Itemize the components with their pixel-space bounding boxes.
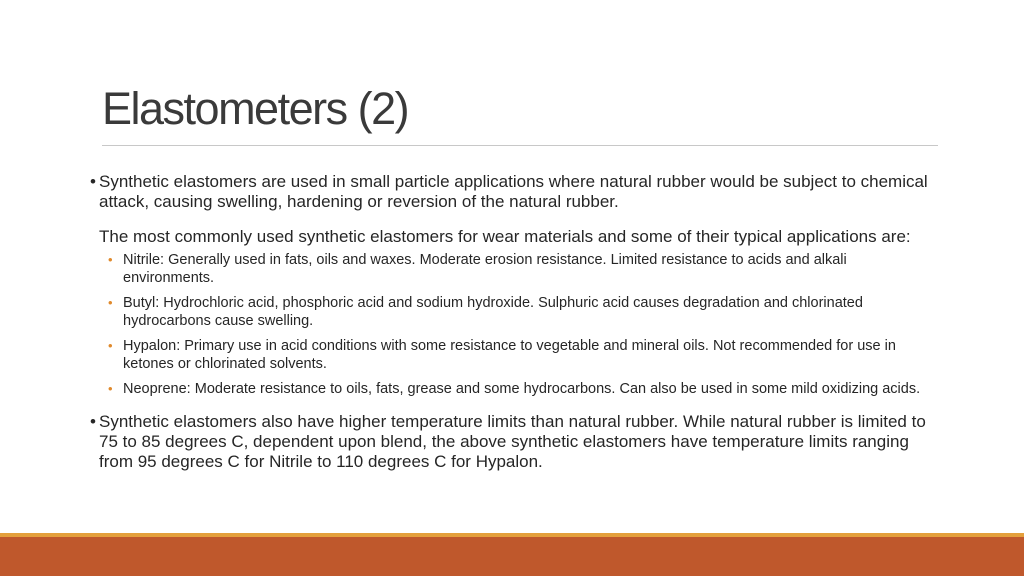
sub-bullet-marker: • [108,295,113,310]
sub-list-item [108,337,930,373]
sub-bullet-marker: • [108,381,113,396]
slide-title: Elastometers (2) [102,83,409,134]
sub-item-text: Neoprene: Moderate resistance to oils, fats, grease and some hydrocarbons. Can also be used in some mild oxidizing acids. [123,381,921,397]
title-divider [102,145,938,146]
sub-list [90,251,930,398]
sub-item-text: Butyl: Hydrochloric acid, phosphoric acid and sodium hydroxide. Sulphuric acid causes degradation and chlorinated hydrocarbons cause swelling. [123,295,863,329]
sub-bullet-marker: • [108,252,113,267]
sub-list-item [108,294,930,330]
bullet-text: Synthetic elastomers also have higher temperature limits than natural rubber. While natural rubber is limited to 75 to 85 degrees C, dependent upon blend, the above synthetic elastomers have temperature limits ranging from 95 degrees C for Nitrile to 110 degrees C for Hypalon. [99,412,926,471]
bullet-text: Synthetic elastomers are used in small particle applications where natural rubber would be subject to chemical attack, causing swelling, hardening or reversion of the natural rubber. [99,172,928,211]
bullet-marker: • [90,172,96,191]
bullet-item [90,412,930,472]
sub-list-item [108,380,930,398]
sub-list-item [108,251,930,287]
paragraph: The most commonly used synthetic elastomers for wear materials and some of their typical applications are: [99,227,911,246]
sub-item-text: Hypalon: Primary use in acid conditions with some resistance to vegetable and mineral oils. Not recommended for use in ketones or chlorinated solvents. [123,338,896,372]
slide-body [90,172,930,472]
sub-bullet-marker: • [108,338,113,353]
bullet-marker: • [90,412,96,431]
footer-accent-bar [0,537,1024,576]
bullet-item [90,172,930,212]
sub-item-text: Nitrile: Generally used in fats, oils and waxes. Moderate erosion resistance. Limited resistance to acids and alkali environments. [123,252,847,286]
